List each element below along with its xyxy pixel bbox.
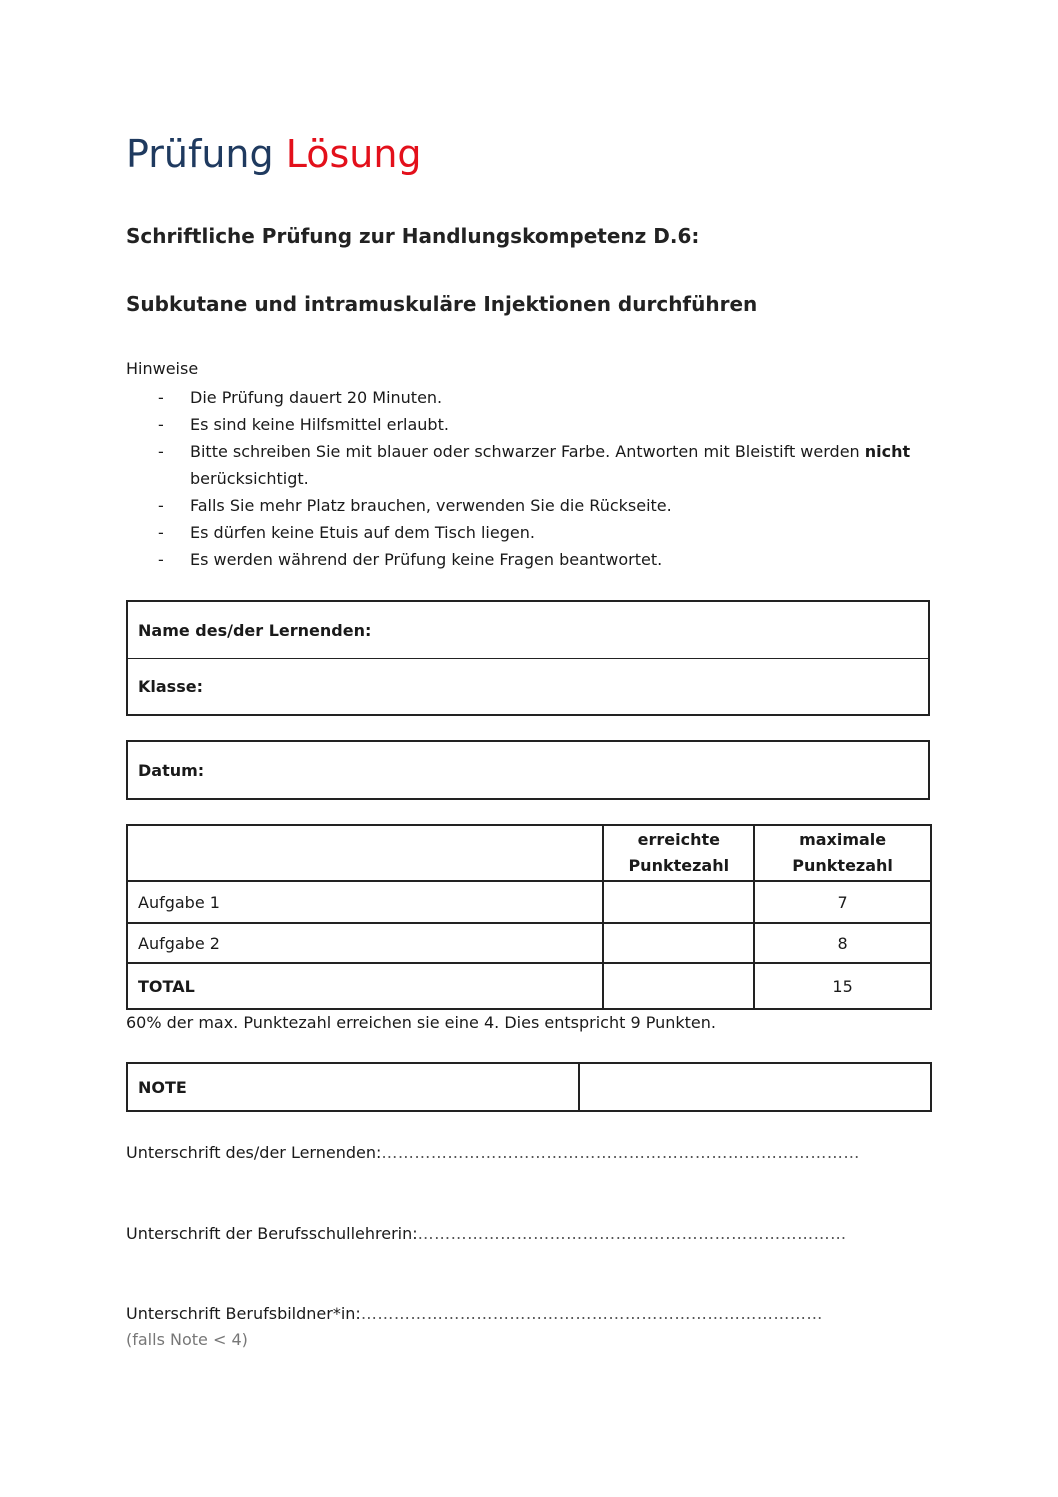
emphasis-nicht: nicht — [864, 442, 911, 461]
hinweise-label: Hinweise — [126, 359, 199, 378]
achieved-cell[interactable] — [603, 963, 754, 1009]
signature-learner[interactable] — [126, 1143, 860, 1162]
title-pruefung: Prüfung — [126, 132, 274, 176]
table-row-total — [127, 963, 931, 1009]
list-item: - Es sind keine Hilfsmittel erlaubt. — [126, 411, 916, 438]
list-item: - Es dürfen keine Etuis auf dem Tisch liegen. — [126, 519, 916, 546]
list-dash: - — [158, 550, 164, 569]
grade-table — [126, 1062, 932, 1112]
list-dash: - — [158, 442, 164, 461]
signature-trainer[interactable] — [126, 1304, 823, 1323]
hinweise-list — [126, 384, 916, 573]
date-label: Datum: — [138, 760, 205, 780]
list-item: - Bitte schreiben Sie mit blauer oder schwarzer Farbe. Antworten mit Bleistift werden nicht berücksichtigt. — [126, 438, 916, 492]
name-label: Name des/der Lernenden: — [138, 620, 372, 640]
exam-heading: Schriftliche Prüfung zur Handlungskompetenz D.6: — [126, 224, 700, 248]
table-row — [127, 881, 931, 923]
signature-line: …………………………………………………………………………… — [381, 1143, 860, 1162]
max-cell: 7 — [754, 881, 931, 923]
name-field[interactable] — [128, 602, 928, 658]
student-info-box — [126, 600, 930, 716]
date-box — [126, 740, 930, 800]
title-loesung: Lösung — [285, 132, 422, 176]
list-dash: - — [158, 415, 164, 434]
list-dash: - — [158, 496, 164, 515]
class-field[interactable] — [128, 658, 928, 714]
max-cell: 8 — [754, 923, 931, 963]
task-cell: Aufgabe 2 — [127, 923, 603, 963]
grade-value-cell[interactable] — [579, 1063, 931, 1111]
list-item: - Es werden während der Prüfung keine Fragen beantwortet. — [126, 546, 916, 573]
table-row — [127, 1063, 931, 1111]
page-title — [126, 134, 422, 176]
task-cell: Aufgabe 1 — [127, 881, 603, 923]
trainer-hint: (falls Note < 4) — [126, 1330, 248, 1349]
class-label: Klasse: — [138, 677, 203, 696]
table-header-max: maximale Punktezahl — [754, 825, 931, 881]
total-label: TOTAL — [127, 963, 603, 1009]
table-header-task — [127, 825, 603, 881]
table-header-achieved: erreichte Punktezahl — [603, 825, 754, 881]
passing-note: 60% der max. Punktezahl erreichen sie eine 4. Dies entspricht 9 Punkten. — [126, 1013, 716, 1032]
max-cell: 15 — [754, 963, 931, 1009]
signature-teacher-label: Unterschrift der Berufsschullehrerin: — [126, 1224, 418, 1243]
list-dash: - — [158, 388, 164, 407]
table-header-row — [127, 825, 931, 881]
list-item: - Die Prüfung dauert 20 Minuten. — [126, 384, 916, 411]
table-row — [127, 923, 931, 963]
signature-line: …………………………………………………………………… — [417, 1224, 847, 1243]
score-table — [126, 824, 932, 1010]
date-field[interactable] — [128, 742, 928, 798]
signature-teacher[interactable] — [126, 1224, 847, 1243]
achieved-cell[interactable] — [603, 881, 754, 923]
signature-line: ………………………………………………………………………… — [360, 1304, 823, 1323]
grade-label: NOTE — [127, 1063, 579, 1111]
signature-learner-label: Unterschrift des/der Lernenden: — [126, 1143, 382, 1162]
list-dash: - — [158, 523, 164, 542]
list-item: - Falls Sie mehr Platz brauchen, verwenden Sie die Rückseite. — [126, 492, 916, 519]
exam-subtitle: Subkutane und intramuskuläre Injektionen durchführen — [126, 292, 758, 316]
signature-trainer-label: Unterschrift Berufsbildner*in: — [126, 1304, 361, 1323]
achieved-cell[interactable] — [603, 923, 754, 963]
